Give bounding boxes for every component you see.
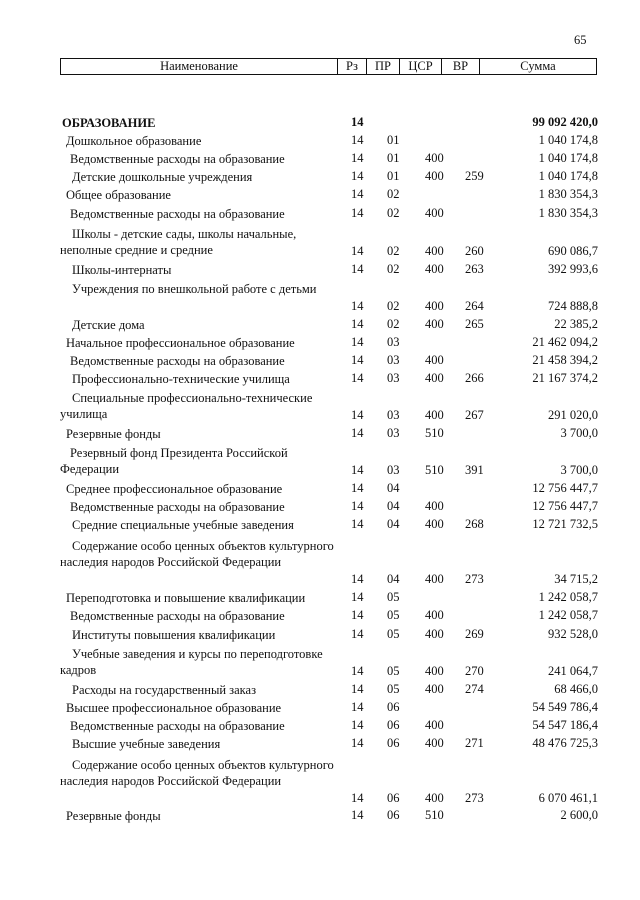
row-pr: 04 xyxy=(387,499,400,513)
row-rz: 14 xyxy=(351,299,364,313)
row-sum: 21 462 094,2 xyxy=(532,335,598,349)
row-vr: 260 xyxy=(465,244,484,258)
row-rz: 14 xyxy=(351,206,364,220)
row-sum: 54 549 786,4 xyxy=(532,700,598,714)
row-pr: 03 xyxy=(387,335,400,349)
header-sum: Сумма xyxy=(520,59,556,73)
row-rz: 14 xyxy=(351,187,364,201)
row-sum: 3 700,0 xyxy=(560,426,598,440)
row-pr: 06 xyxy=(387,791,400,805)
row-rz: 14 xyxy=(351,700,364,714)
row-sum: 690 086,7 xyxy=(548,244,598,258)
row-name: Школы - детские сады, школы начальные, неполные средние и средние xyxy=(60,227,297,257)
row-csr: 400 xyxy=(425,736,444,750)
row-sum: 932 528,0 xyxy=(548,627,598,641)
row-rz: 14 xyxy=(351,335,364,349)
row-vr: 273 xyxy=(465,791,484,805)
row-vr: 391 xyxy=(465,463,484,477)
row-sum: 2 600,0 xyxy=(560,808,598,822)
row-rz: 14 xyxy=(351,808,364,822)
row-name: Профессионально-технические училища xyxy=(72,372,290,386)
row-pr: 05 xyxy=(387,682,400,696)
row-rz: 14 xyxy=(351,590,364,604)
header-csr: ЦСР xyxy=(400,59,442,74)
row-pr: 01 xyxy=(387,169,400,183)
header-pr: ПР xyxy=(367,59,400,74)
row-csr: 400 xyxy=(425,151,444,165)
row-rz: 14 xyxy=(351,481,364,495)
row-rz: 14 xyxy=(351,426,364,440)
row-sum: 3 700,0 xyxy=(560,463,598,477)
row-csr: 400 xyxy=(425,206,444,220)
row-pr: 04 xyxy=(387,481,400,495)
row-csr: 400 xyxy=(425,353,444,367)
row-name: Среднее профессиональное образование xyxy=(66,482,283,496)
row-name: Резервные фонды xyxy=(66,427,161,441)
row-pr: 02 xyxy=(387,262,400,276)
row-pr: 02 xyxy=(387,244,400,258)
row-csr: 400 xyxy=(425,371,444,385)
row-pr: 04 xyxy=(387,572,400,586)
row-sum: 21 167 374,2 xyxy=(532,371,598,385)
row-csr: 400 xyxy=(425,408,444,422)
header-name: Наименование xyxy=(61,59,338,74)
row-sum: 48 476 725,3 xyxy=(532,736,598,750)
row-csr: 400 xyxy=(425,682,444,696)
row-name: Содержание особо ценных объектов культурного наследия народов Российской Федерации xyxy=(60,758,334,788)
row-csr: 400 xyxy=(425,664,444,678)
row-name: Средние специальные учебные заведения xyxy=(72,518,294,532)
row-csr: 400 xyxy=(425,517,444,531)
row-sum: 241 064,7 xyxy=(548,664,598,678)
row-csr: 400 xyxy=(425,244,444,258)
row-csr: 510 xyxy=(425,426,444,440)
row-name: Детские дошкольные учреждения xyxy=(72,170,253,184)
row-rz: 14 xyxy=(351,408,364,422)
row-pr: 01 xyxy=(387,151,400,165)
row-sum: 1 040 174,8 xyxy=(538,133,598,147)
row-pr: 03 xyxy=(387,408,400,422)
row-rz: 14 xyxy=(351,682,364,696)
row-name: Ведомственные расходы на образование xyxy=(70,354,285,368)
row-rz: 14 xyxy=(351,317,364,331)
row-rz: 14 xyxy=(351,791,364,805)
row-sum: 99 092 420,0 xyxy=(532,115,598,129)
row-pr: 06 xyxy=(387,700,400,714)
row-pr: 01 xyxy=(387,133,400,147)
row-csr: 400 xyxy=(425,608,444,622)
row-name: Высшие учебные заведения xyxy=(72,737,221,751)
row-sum: 1 040 174,8 xyxy=(538,151,598,165)
row-rz: 14 xyxy=(351,736,364,750)
row-pr: 04 xyxy=(387,517,400,531)
row-name: Ведомственные расходы на образование xyxy=(70,500,285,514)
row-sum: 724 888,8 xyxy=(548,299,598,313)
row-rz: 14 xyxy=(351,499,364,513)
row-csr: 400 xyxy=(425,169,444,183)
row-name: Высшее профессиональное образование xyxy=(66,701,282,715)
row-csr: 400 xyxy=(425,317,444,331)
row-rz: 14 xyxy=(351,718,364,732)
row-vr: 273 xyxy=(465,572,484,586)
row-vr: 264 xyxy=(465,299,484,313)
row-pr: 03 xyxy=(387,463,400,477)
row-rz: 14 xyxy=(351,262,364,276)
row-name: Расходы на государственный заказ xyxy=(72,683,257,697)
row-name: Специальные профессионально-технические училища xyxy=(60,391,313,421)
row-pr: 03 xyxy=(387,371,400,385)
row-sum: 1 242 058,7 xyxy=(538,608,598,622)
row-sum: 1 830 354,3 xyxy=(538,187,598,201)
row-vr: 265 xyxy=(465,317,484,331)
page-number: 65 xyxy=(574,33,587,47)
row-name: Учреждения по внешкольной работе с детьми xyxy=(72,282,317,296)
row-sum: 392 993,6 xyxy=(548,262,598,276)
row-vr: 271 xyxy=(465,736,484,750)
row-sum: 1 242 058,7 xyxy=(538,590,598,604)
row-vr: 266 xyxy=(465,371,484,385)
header-vr: ВР xyxy=(442,59,480,74)
row-vr: 263 xyxy=(465,262,484,276)
row-name: Институты повышения квалификации xyxy=(72,628,276,642)
row-rz: 14 xyxy=(351,517,364,531)
row-csr: 400 xyxy=(425,791,444,805)
row-pr: 03 xyxy=(387,426,400,440)
row-pr: 06 xyxy=(387,808,400,822)
row-name: Детские дома xyxy=(72,318,145,332)
row-rz: 14 xyxy=(351,572,364,586)
row-rz: 14 xyxy=(351,371,364,385)
row-sum: 291 020,0 xyxy=(548,408,598,422)
row-pr: 05 xyxy=(387,590,400,604)
row-vr: 269 xyxy=(465,627,484,641)
row-sum: 22 385,2 xyxy=(554,317,598,331)
row-csr: 400 xyxy=(425,499,444,513)
row-name: Переподготовка и повышение квалификации xyxy=(66,591,306,605)
row-name: Резервный фонд Президента Российской Федерации xyxy=(60,446,288,476)
row-pr: 02 xyxy=(387,206,400,220)
row-rz: 14 xyxy=(351,151,364,165)
row-vr: 274 xyxy=(465,682,484,696)
row-rz: 14 xyxy=(351,169,364,183)
row-vr: 259 xyxy=(465,169,484,183)
row-pr: 06 xyxy=(387,718,400,732)
row-vr: 270 xyxy=(465,664,484,678)
row-pr: 05 xyxy=(387,627,400,641)
row-rz: 14 xyxy=(351,353,364,367)
row-name: ОБРАЗОВАНИЕ xyxy=(62,116,156,130)
row-csr: 400 xyxy=(425,299,444,313)
row-pr: 06 xyxy=(387,736,400,750)
row-csr: 400 xyxy=(425,627,444,641)
row-sum: 6 070 461,1 xyxy=(538,791,598,805)
row-pr: 02 xyxy=(387,317,400,331)
row-csr: 400 xyxy=(425,262,444,276)
row-vr: 267 xyxy=(465,408,484,422)
row-name: Начальное профессиональное образование xyxy=(66,336,295,350)
row-pr: 05 xyxy=(387,664,400,678)
row-rz: 14 xyxy=(351,463,364,477)
row-name: Общее образование xyxy=(66,188,171,202)
row-csr: 510 xyxy=(425,463,444,477)
row-vr: 268 xyxy=(465,517,484,531)
row-name: Учебные заведения и курсы по переподготовке кадров xyxy=(60,647,323,677)
row-rz: 14 xyxy=(351,608,364,622)
row-rz: 14 xyxy=(351,664,364,678)
row-pr: 05 xyxy=(387,608,400,622)
row-sum: 54 547 186,4 xyxy=(532,718,598,732)
row-name: Ведомственные расходы на образование xyxy=(70,207,285,221)
row-name: Содержание особо ценных объектов культурного наследия народов Российской Федерации xyxy=(60,539,334,569)
row-name: Ведомственные расходы на образование xyxy=(70,609,285,623)
row-name: Резервные фонды xyxy=(66,809,161,823)
row-name: Школы-интернаты xyxy=(72,263,172,277)
row-sum: 12 721 732,5 xyxy=(532,517,598,531)
row-csr: 400 xyxy=(425,572,444,586)
row-pr: 02 xyxy=(387,187,400,201)
row-rz: 14 xyxy=(351,627,364,641)
row-csr: 510 xyxy=(425,808,444,822)
row-sum: 1 040 174,8 xyxy=(538,169,598,183)
row-sum: 12 756 447,7 xyxy=(532,499,598,513)
row-pr: 02 xyxy=(387,299,400,313)
row-sum: 1 830 354,3 xyxy=(538,206,598,220)
row-csr: 400 xyxy=(425,718,444,732)
row-sum: 68 466,0 xyxy=(554,682,598,696)
row-name: Дошкольное образование xyxy=(66,134,202,148)
row-rz: 14 xyxy=(351,115,364,129)
row-rz: 14 xyxy=(351,244,364,258)
row-sum: 12 756 447,7 xyxy=(532,481,598,495)
row-pr: 03 xyxy=(387,353,400,367)
row-name: Ведомственные расходы на образование xyxy=(70,719,285,733)
row-sum: 21 458 394,2 xyxy=(532,353,598,367)
header-rz: Рз xyxy=(338,59,367,74)
row-rz: 14 xyxy=(351,133,364,147)
row-sum: 34 715,2 xyxy=(554,572,598,586)
row-name: Ведомственные расходы на образование xyxy=(70,152,285,166)
